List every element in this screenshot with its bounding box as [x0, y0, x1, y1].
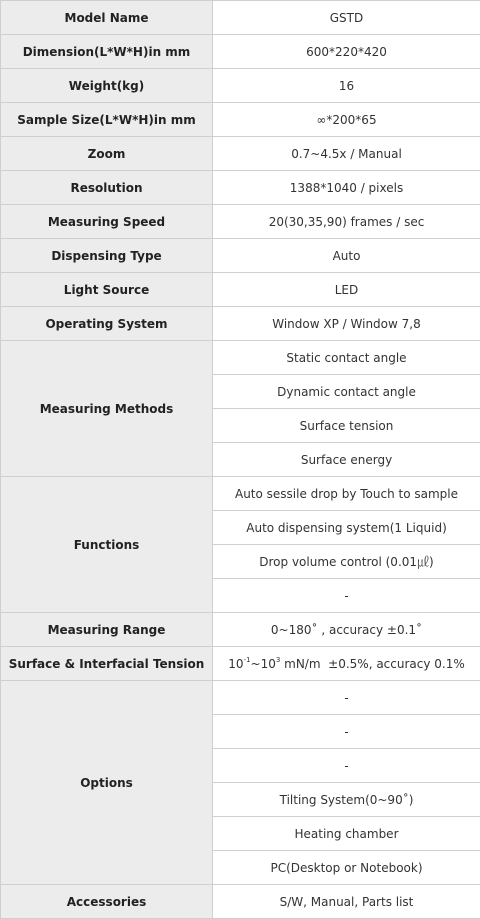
value-option: Tilting System(0~90˚): [213, 783, 480, 817]
row-sample-size: [1, 103, 480, 137]
tension-base-1: 10: [228, 657, 243, 671]
value-option: Heating chamber: [213, 817, 480, 851]
value-measuring-method: Static contact angle: [213, 341, 480, 375]
row-measuring-speed: [1, 205, 480, 239]
value-option: PC(Desktop or Notebook): [213, 851, 480, 885]
value-light-source: LED: [213, 273, 480, 307]
value-function: Drop volume control (0.01㎕): [213, 545, 480, 579]
label-operating-system: Operating System: [1, 307, 213, 341]
label-functions: Functions: [1, 477, 213, 613]
value-resolution: 1388*1040 / pixels: [213, 171, 480, 205]
label-light-source: Light Source: [1, 273, 213, 307]
row-options: [1, 681, 480, 715]
value-option: -: [213, 715, 480, 749]
value-dimension: 600*220*420: [213, 35, 480, 69]
value-measuring-range: 0~180˚ , accuracy ±0.1˚: [213, 613, 480, 647]
row-surface-interfacial-tension: [1, 647, 480, 681]
row-weight: [1, 69, 480, 103]
row-measuring-range: [1, 613, 480, 647]
value-measuring-method: Dynamic contact angle: [213, 375, 480, 409]
row-resolution: [1, 171, 480, 205]
value-surface-interfacial-tension: [213, 647, 480, 681]
label-accessories: Accessories: [1, 885, 213, 919]
label-surface-interfacial-tension: Surface & Interfacial Tension: [1, 647, 213, 681]
label-dispensing-type: Dispensing Type: [1, 239, 213, 273]
value-accessories: S/W, Manual, Parts list: [213, 885, 480, 919]
label-model-name: Model Name: [1, 1, 213, 35]
tension-rest: mN/m ±0.5%, accuracy 0.1%: [280, 657, 464, 671]
label-sample-size: Sample Size(L*W*H)in mm: [1, 103, 213, 137]
tension-exponent-2: 3: [276, 656, 280, 664]
row-light-source: [1, 273, 480, 307]
value-weight: 16: [213, 69, 480, 103]
label-resolution: Resolution: [1, 171, 213, 205]
value-option: -: [213, 681, 480, 715]
value-model-name: GSTD: [213, 1, 480, 35]
label-measuring-speed: Measuring Speed: [1, 205, 213, 239]
label-zoom: Zoom: [1, 137, 213, 171]
row-operating-system: [1, 307, 480, 341]
tension-separator: ~: [251, 657, 261, 671]
value-dispensing-type: Auto: [213, 239, 480, 273]
value-function: -: [213, 579, 480, 613]
row-dispensing-type: [1, 239, 480, 273]
value-operating-system: Window XP / Window 7,8: [213, 307, 480, 341]
value-measuring-method: Surface tension: [213, 409, 480, 443]
row-dimension: [1, 35, 480, 69]
value-function: Auto sessile drop by Touch to sample: [213, 477, 480, 511]
value-measuring-speed: 20(30,35,90) frames / sec: [213, 205, 480, 239]
tension-base-2: 10: [261, 657, 276, 671]
value-option: -: [213, 749, 480, 783]
value-sample-size: ∞*200*65: [213, 103, 480, 137]
row-functions: [1, 477, 480, 511]
label-options: Options: [1, 681, 213, 885]
row-measuring-methods: [1, 341, 480, 375]
label-dimension: Dimension(L*W*H)in mm: [1, 35, 213, 69]
label-weight: Weight(kg): [1, 69, 213, 103]
row-zoom: [1, 137, 480, 171]
value-function: Auto dispensing system(1 Liquid): [213, 511, 480, 545]
row-model-name: [1, 1, 480, 35]
value-zoom: 0.7~4.5x / Manual: [213, 137, 480, 171]
tension-exponent-1: -1: [244, 656, 251, 664]
label-measuring-methods: Measuring Methods: [1, 341, 213, 477]
label-measuring-range: Measuring Range: [1, 613, 213, 647]
row-accessories: [1, 885, 480, 919]
value-measuring-method: Surface energy: [213, 443, 480, 477]
